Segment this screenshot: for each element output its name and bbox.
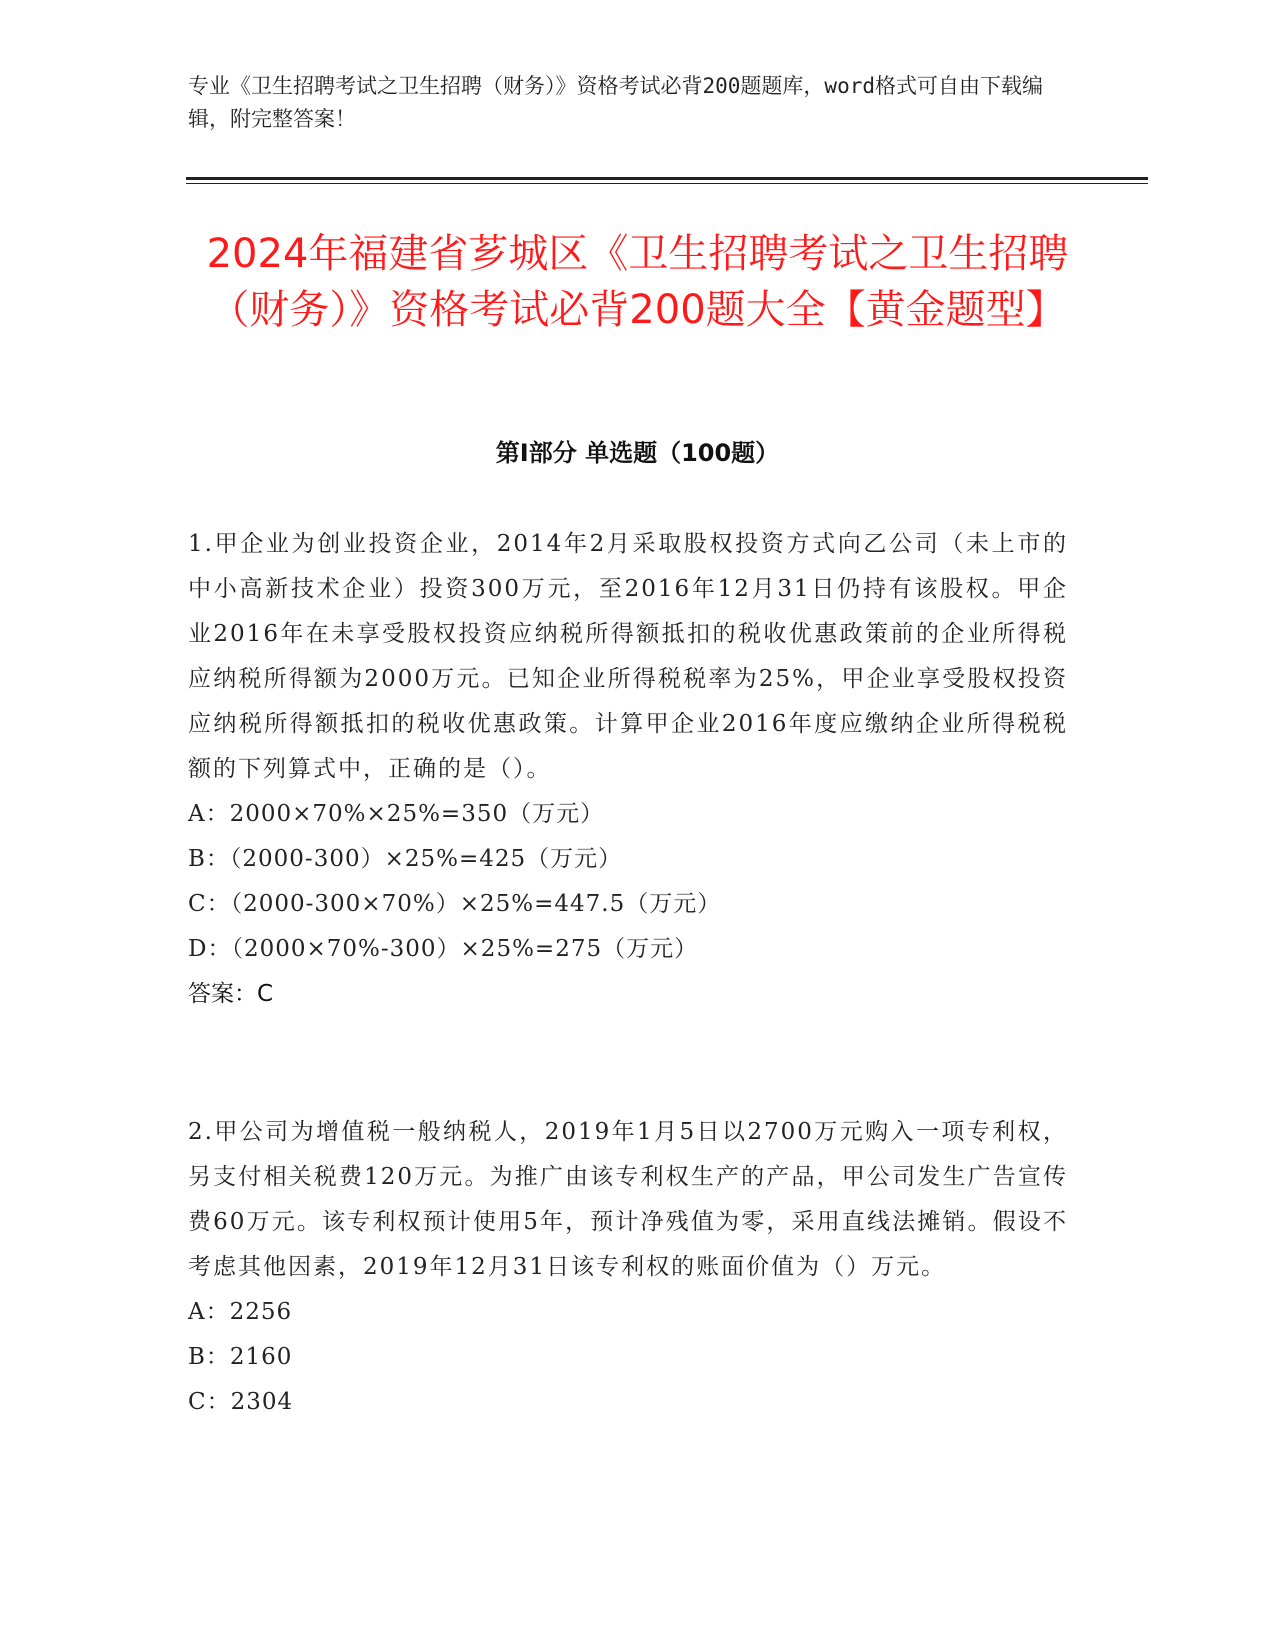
- option-b: B：2160: [188, 1344, 293, 1370]
- option-c: C：2304: [188, 1389, 294, 1415]
- question-stem: 1.甲企业为创业投资企业，2014年2月采取股权投资方式向乙公司（未上市的中小高新技术企业）投资300万元，至2016年12月31日仍持有该股权。甲企业2016年在未享受股权投资应纳税所得额抵扣的税收优惠政策前的企业所得税应纳税所得额为2000万元。已知企业所得税税率为25%，甲企业享受股权投资应纳税所得额抵扣的税收优惠政策。计算甲企业2016年度应缴纳企业所得税税额的下列算式中，正确的是（）。: [188, 531, 1068, 782]
- question-stem: 2.甲公司为增值税一般纳税人，2019年1月5日以2700万元购入一项专利权，另支付相关税费120万元。为推广由该专利权生产的产品，甲公司发生广告宣传费60万元。该专利权预计使用5年，预计净残值为零，采用直线法摊销。假设不考虑其他因素，2019年12月31日该专利权的账面价值为（）万元。: [188, 1119, 1068, 1280]
- document-title: 2024年福建省芗城区《卫生招聘考试之卫生招聘（财务）》资格考试必背200题大全【黄金题型】: [206, 231, 1069, 333]
- question-2: [188, 1110, 1068, 1425]
- answer-line: 答案：C: [188, 981, 274, 1007]
- option-a: A：2256: [188, 1299, 293, 1325]
- section-title: 第I部分 单选题（100题）: [495, 439, 780, 467]
- option-d: D：（2000×70%-300）×25%=275（万元）: [188, 936, 699, 962]
- option-b: B：（2000-300）×25%=425（万元）: [188, 846, 623, 872]
- header-divider: [186, 177, 1148, 184]
- divider-thick-line: [186, 177, 1148, 180]
- header-note: 专业《卫生招聘考试之卫生招聘（财务）》资格考试必背200题题库，word格式可自由下载编辑，附完整答案！: [188, 74, 1043, 131]
- divider-thin-line: [186, 183, 1148, 184]
- option-a: A：2000×70%×25%=350（万元）: [188, 801, 605, 827]
- option-c: C：（2000-300×70%）×25%=447.5（万元）: [188, 891, 722, 917]
- question-1: [188, 522, 1068, 1017]
